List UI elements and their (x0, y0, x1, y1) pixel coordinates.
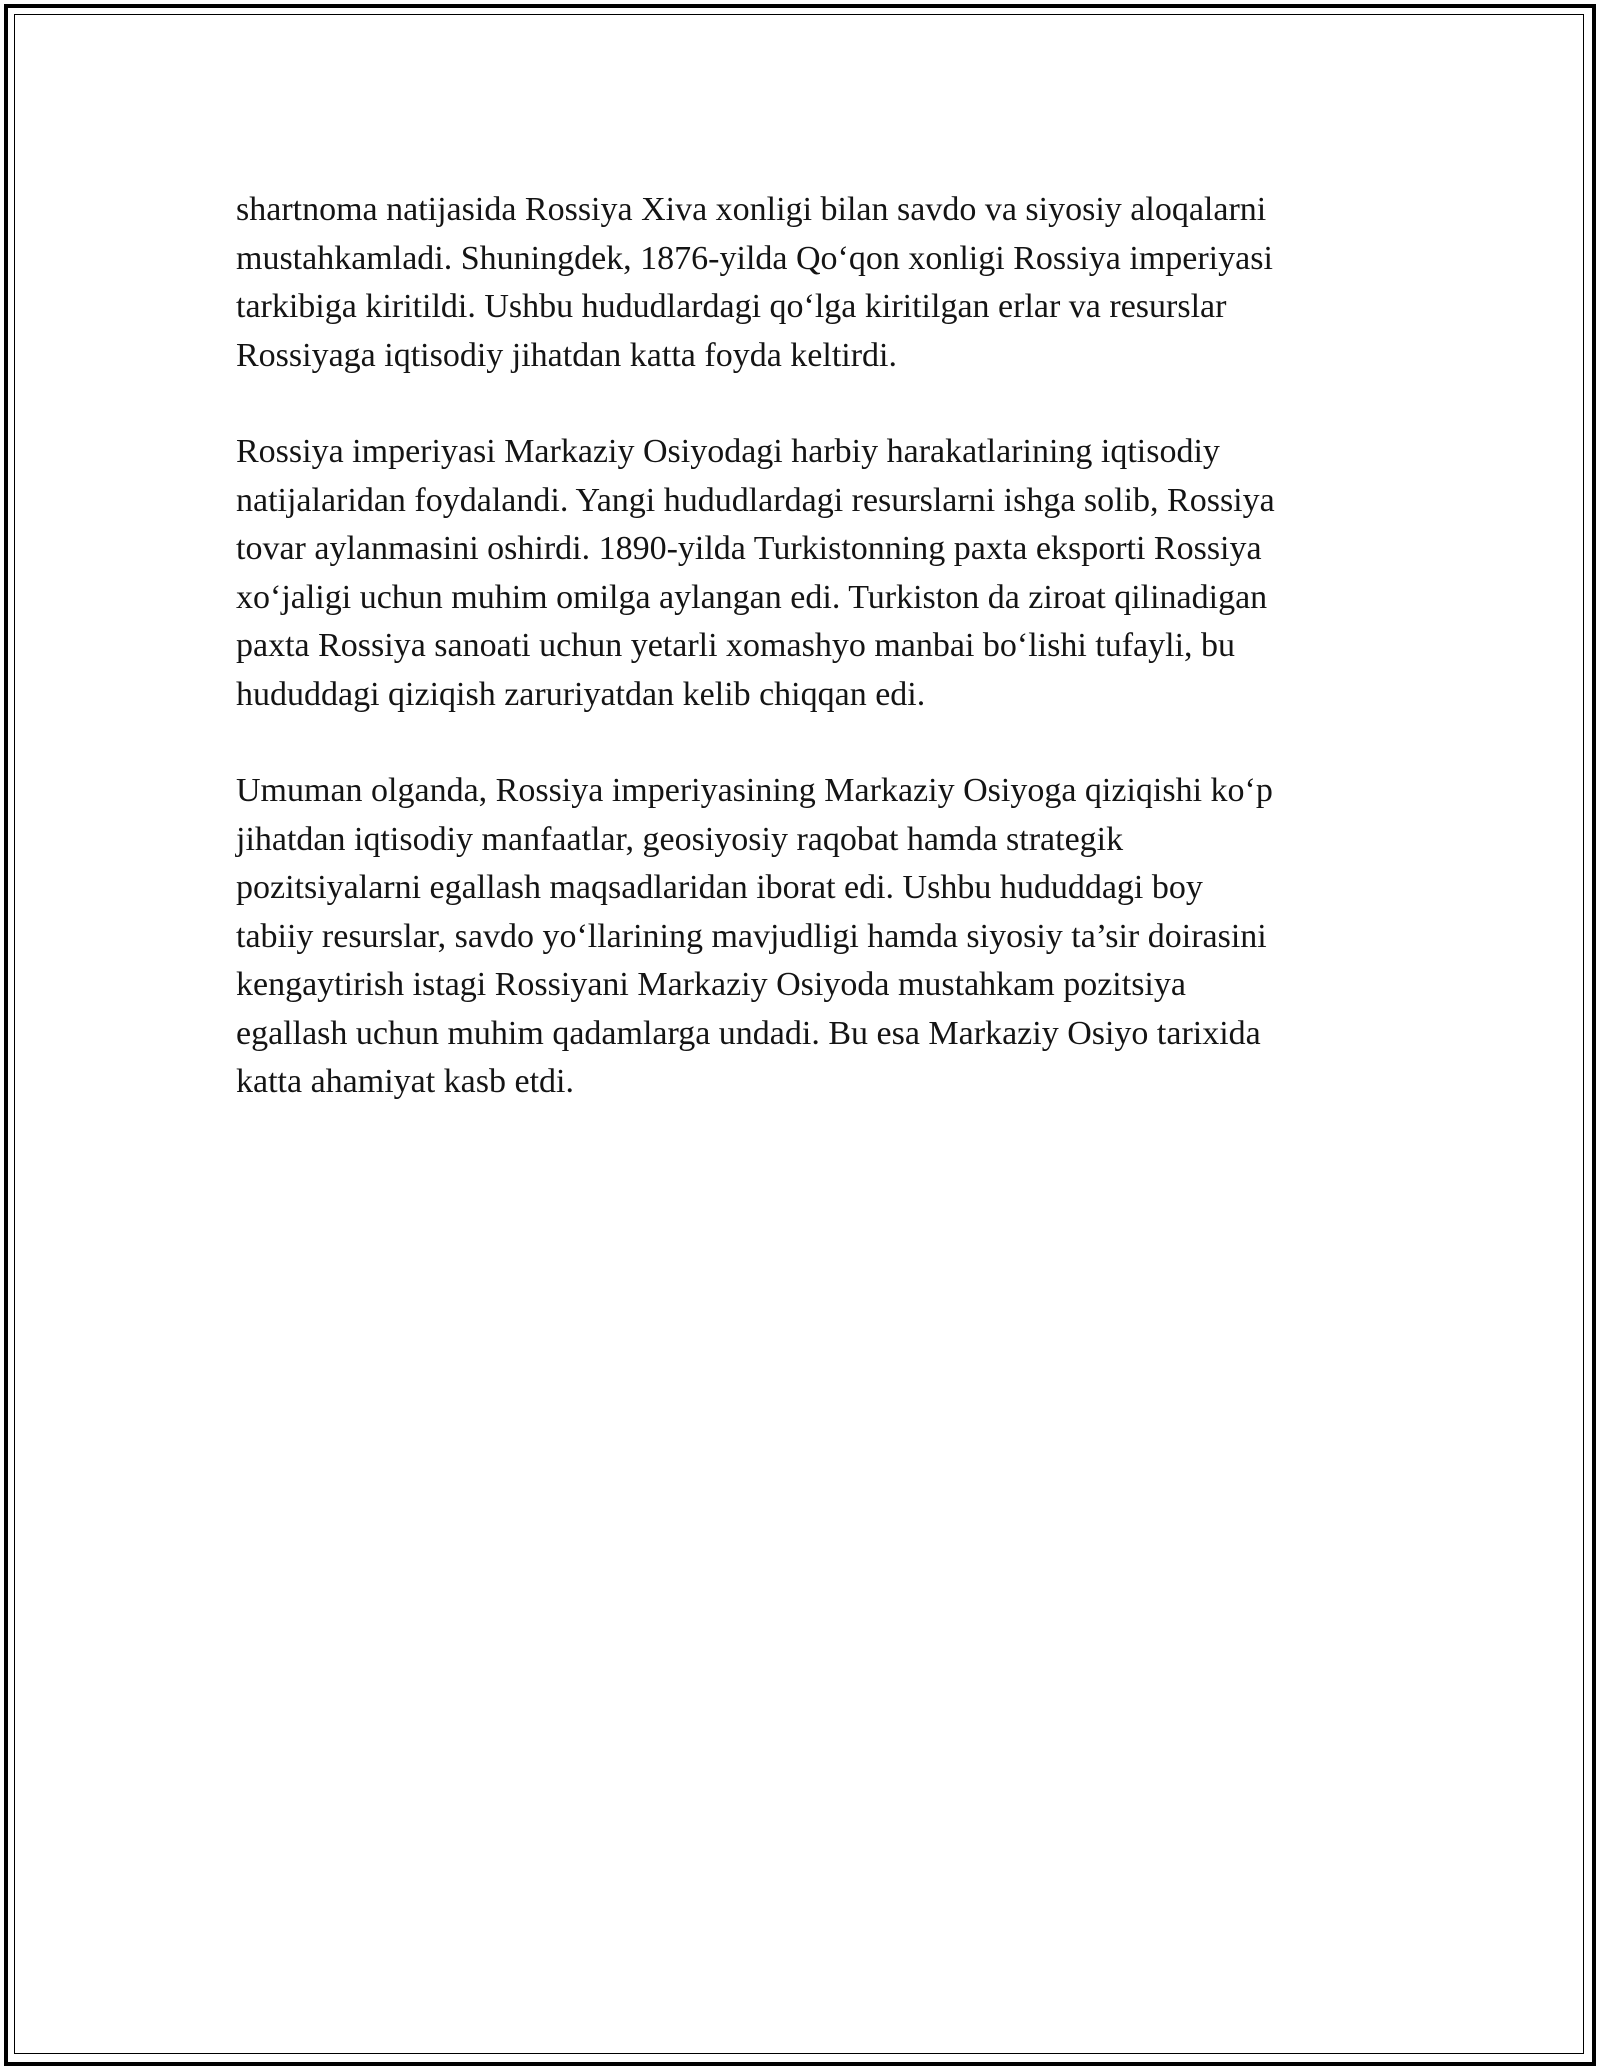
text-line: kengaytirish istagi Rossiyani Markaziy Osiyoda mustahkam pozitsiya (236, 966, 1186, 1003)
text-line: mustahkamladi. Shuningdek, 1876-yilda Qo‘qon xonligi Rossiya imperiyasi (236, 239, 1273, 277)
text-line: tarkibiga kiritildi. Ushbu hududlardagi qo‘lga kiritilgan erlar va resurslar (236, 288, 1227, 325)
text-line: Rossiyaga iqtisodiy jihatdan katta foyda keltirdi. (236, 336, 897, 374)
paragraph-2 (236, 428, 1376, 719)
text-line: natijalaridan foydalandi. Yangi hududlardagi resurslarni ishga solib, Rossiya (236, 481, 1275, 519)
text-line: Umuman olganda, Rossiya imperiyasining Markaziy Osiyoga qiziqishi ko‘p (236, 772, 1273, 809)
paragraph-1 (236, 186, 1376, 380)
text-line: paxta Rossiya sanoati uchun yetarli xomashyo manbai bo‘lishi tufayli, bu (236, 627, 1236, 664)
text-line: hududdagi qiziqish zaruriyatdan kelib chiqqan edi. (236, 675, 926, 713)
text-line: katta ahamiyat kasb etdi. (236, 1063, 574, 1100)
text-line: tovar aylanmasini oshirdi. 1890-yilda Turkistonning paxta eksporti Rossiya (236, 530, 1262, 567)
text-line: egallash uchun muhim qadamlarga undadi. Bu esa Markaziy Osiyo tarixida (236, 1014, 1261, 1052)
text-line: pozitsiyalarni egallash maqsadlaridan iborat edi. Ushbu hududdagi boy (236, 869, 1203, 906)
text-line: Rossiya imperiyasi Markaziy Osiyodagi harbiy harakatlarining iqtisodiy (236, 433, 1220, 470)
paragraph-3 (236, 767, 1376, 1107)
text-line: xo‘jaligi uchun muhim omilga aylangan edi. Turkiston da ziroat qilinadigan (236, 578, 1268, 616)
text-line: shartnoma natijasida Rossiya Xiva xonligi bilan savdo va siyosiy aloqalarni (236, 191, 1267, 228)
text-line: jihatdan iqtisodiy manfaatlar, geosiyosiy raqobat hamda strategik (236, 820, 1124, 858)
document-body (236, 186, 1376, 1155)
text-line: tabiiy resurslar, savdo yo‘llarining mavjudligi hamda siyosiy ta’sir doirasini (236, 917, 1267, 955)
